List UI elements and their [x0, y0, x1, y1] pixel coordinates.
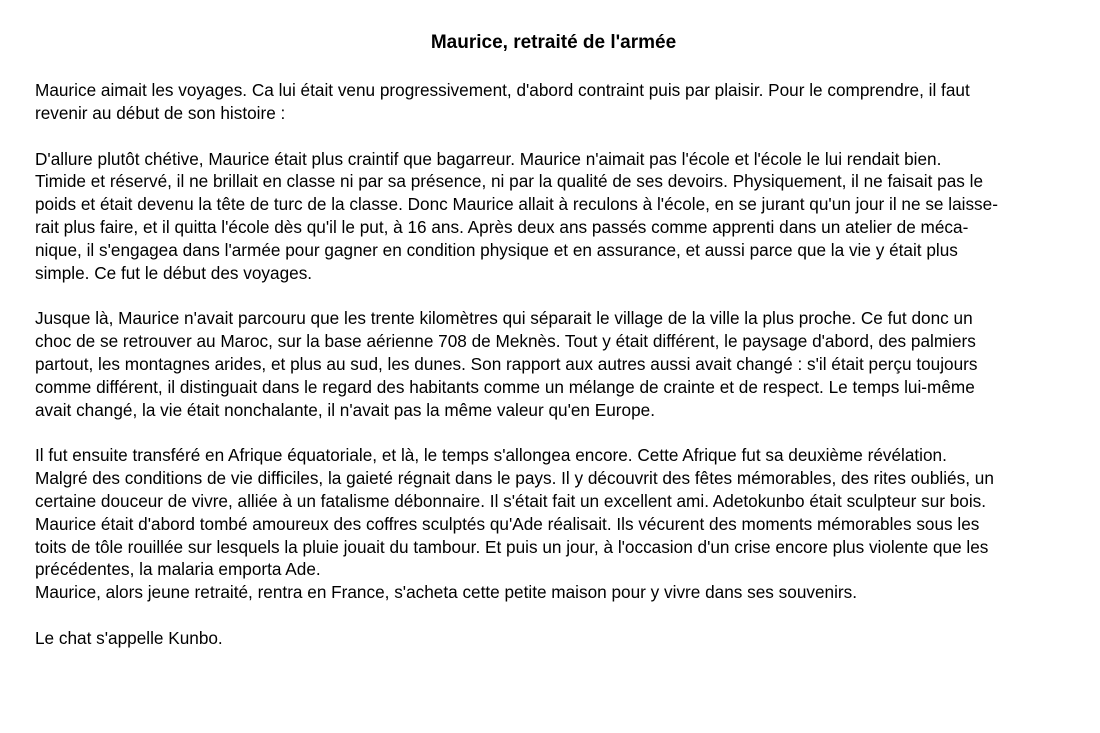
- text-line: Il fut ensuite transféré en Afrique équatoriale, et là, le temps s'allongea encore. Cette Afrique fut sa deuxième révélation.: [35, 445, 947, 466]
- paragraph-africa: [35, 444, 1072, 581]
- paragraph-cat: [35, 627, 1072, 650]
- text-line: Maurice, alors jeune retraité, rentra en France, s'acheta cette petite maison pour y vivre dans ses souvenirs.: [35, 582, 857, 603]
- text-line: simple. Ce fut le début des voyages.: [35, 262, 313, 283]
- text-line: avait changé, la vie était nonchalante, il n'avait pas la même valeur qu'en Europe.: [35, 399, 655, 420]
- text-line: Jusque là, Maurice n'avait parcouru que les trente kilomètres qui séparait le village de la ville la plus proche. Ce fut donc un: [35, 308, 973, 329]
- paragraph-childhood: [35, 148, 1072, 285]
- document-title: Maurice, retraité de l'armée: [430, 32, 677, 53]
- text-line: Maurice aimait les voyages. Ca lui était venu progressivement, d'abord contraint puis par plaisir. Pour le comprendre, il faut: [35, 80, 970, 100]
- text-line: revenir au début de son histoire :: [35, 102, 286, 123]
- text-line: nique, il s'engagea dans l'armée pour gagner en condition physique et en assurance, et aussi parce que la vie y était plus: [35, 239, 958, 260]
- text-line: choc de se retrouver au Maroc, sur la base aérienne 708 de Meknès. Tout y était différent, le paysage d'abord, des palmiers: [35, 331, 976, 352]
- paragraph-intro: [35, 79, 1072, 125]
- text-line: rait plus faire, et il quitta l'école dès qu'il le put, à 16 ans. Après deux ans passés comme apprenti dans un atelier de méca-: [35, 216, 969, 237]
- document-page: [35, 30, 1072, 673]
- text-line: poids et était devenu la tête de turc de la classe. Donc Maurice allait à reculons à l'école, en se jurant qu'un jour il ne se laisse-: [35, 194, 998, 215]
- text-line: Malgré des conditions de vie difficiles, la gaieté régnait dans le pays. Il y découvrit des fêtes mémorables, des rites oubliés, un: [35, 468, 994, 489]
- text-line: précédentes, la malaria emporta Ade.: [35, 559, 321, 580]
- text-line: certaine douceur de vivre, alliée à un fatalisme débonnaire. Il s'était fait un excellent ami. Adetokunbo était sculpteur sur bois.: [35, 490, 987, 511]
- text-line: Maurice était d'abord tombé amoureux des coffres sculptés qu'Ade réalisait. Ils vécurent des moments mémorables sous les: [35, 513, 980, 534]
- text-line: comme différent, il distinguait dans le regard des habitants comme un mélange de crainte et de respect. Le temps lui-même: [35, 376, 975, 397]
- paragraph-morocco: [35, 307, 1072, 421]
- text-line: Le chat s'appelle Kunbo.: [35, 627, 223, 648]
- text-line: D'allure plutôt chétive, Maurice était plus craintif que bagarreur. Maurice n'aimait pas l'école et l'école le lui rendait bien.: [35, 148, 942, 169]
- text-line: Timide et réservé, il ne brillait en classe ni par sa présence, ni par la qualité de ses devoirs. Physiquement, il ne faisait pas le: [35, 171, 984, 192]
- text-line: toits de tôle rouillée sur lesquels la pluie jouait du tambour. Et puis un jour, à l'occasion d'un crise encore plus violente que les: [35, 536, 989, 557]
- paragraph-retirement: [35, 581, 1072, 604]
- text-line: partout, les montagnes arides, et plus au sud, les dunes. Son rapport aux autres aussi avait changé : s'il était perçu toujours: [35, 353, 978, 374]
